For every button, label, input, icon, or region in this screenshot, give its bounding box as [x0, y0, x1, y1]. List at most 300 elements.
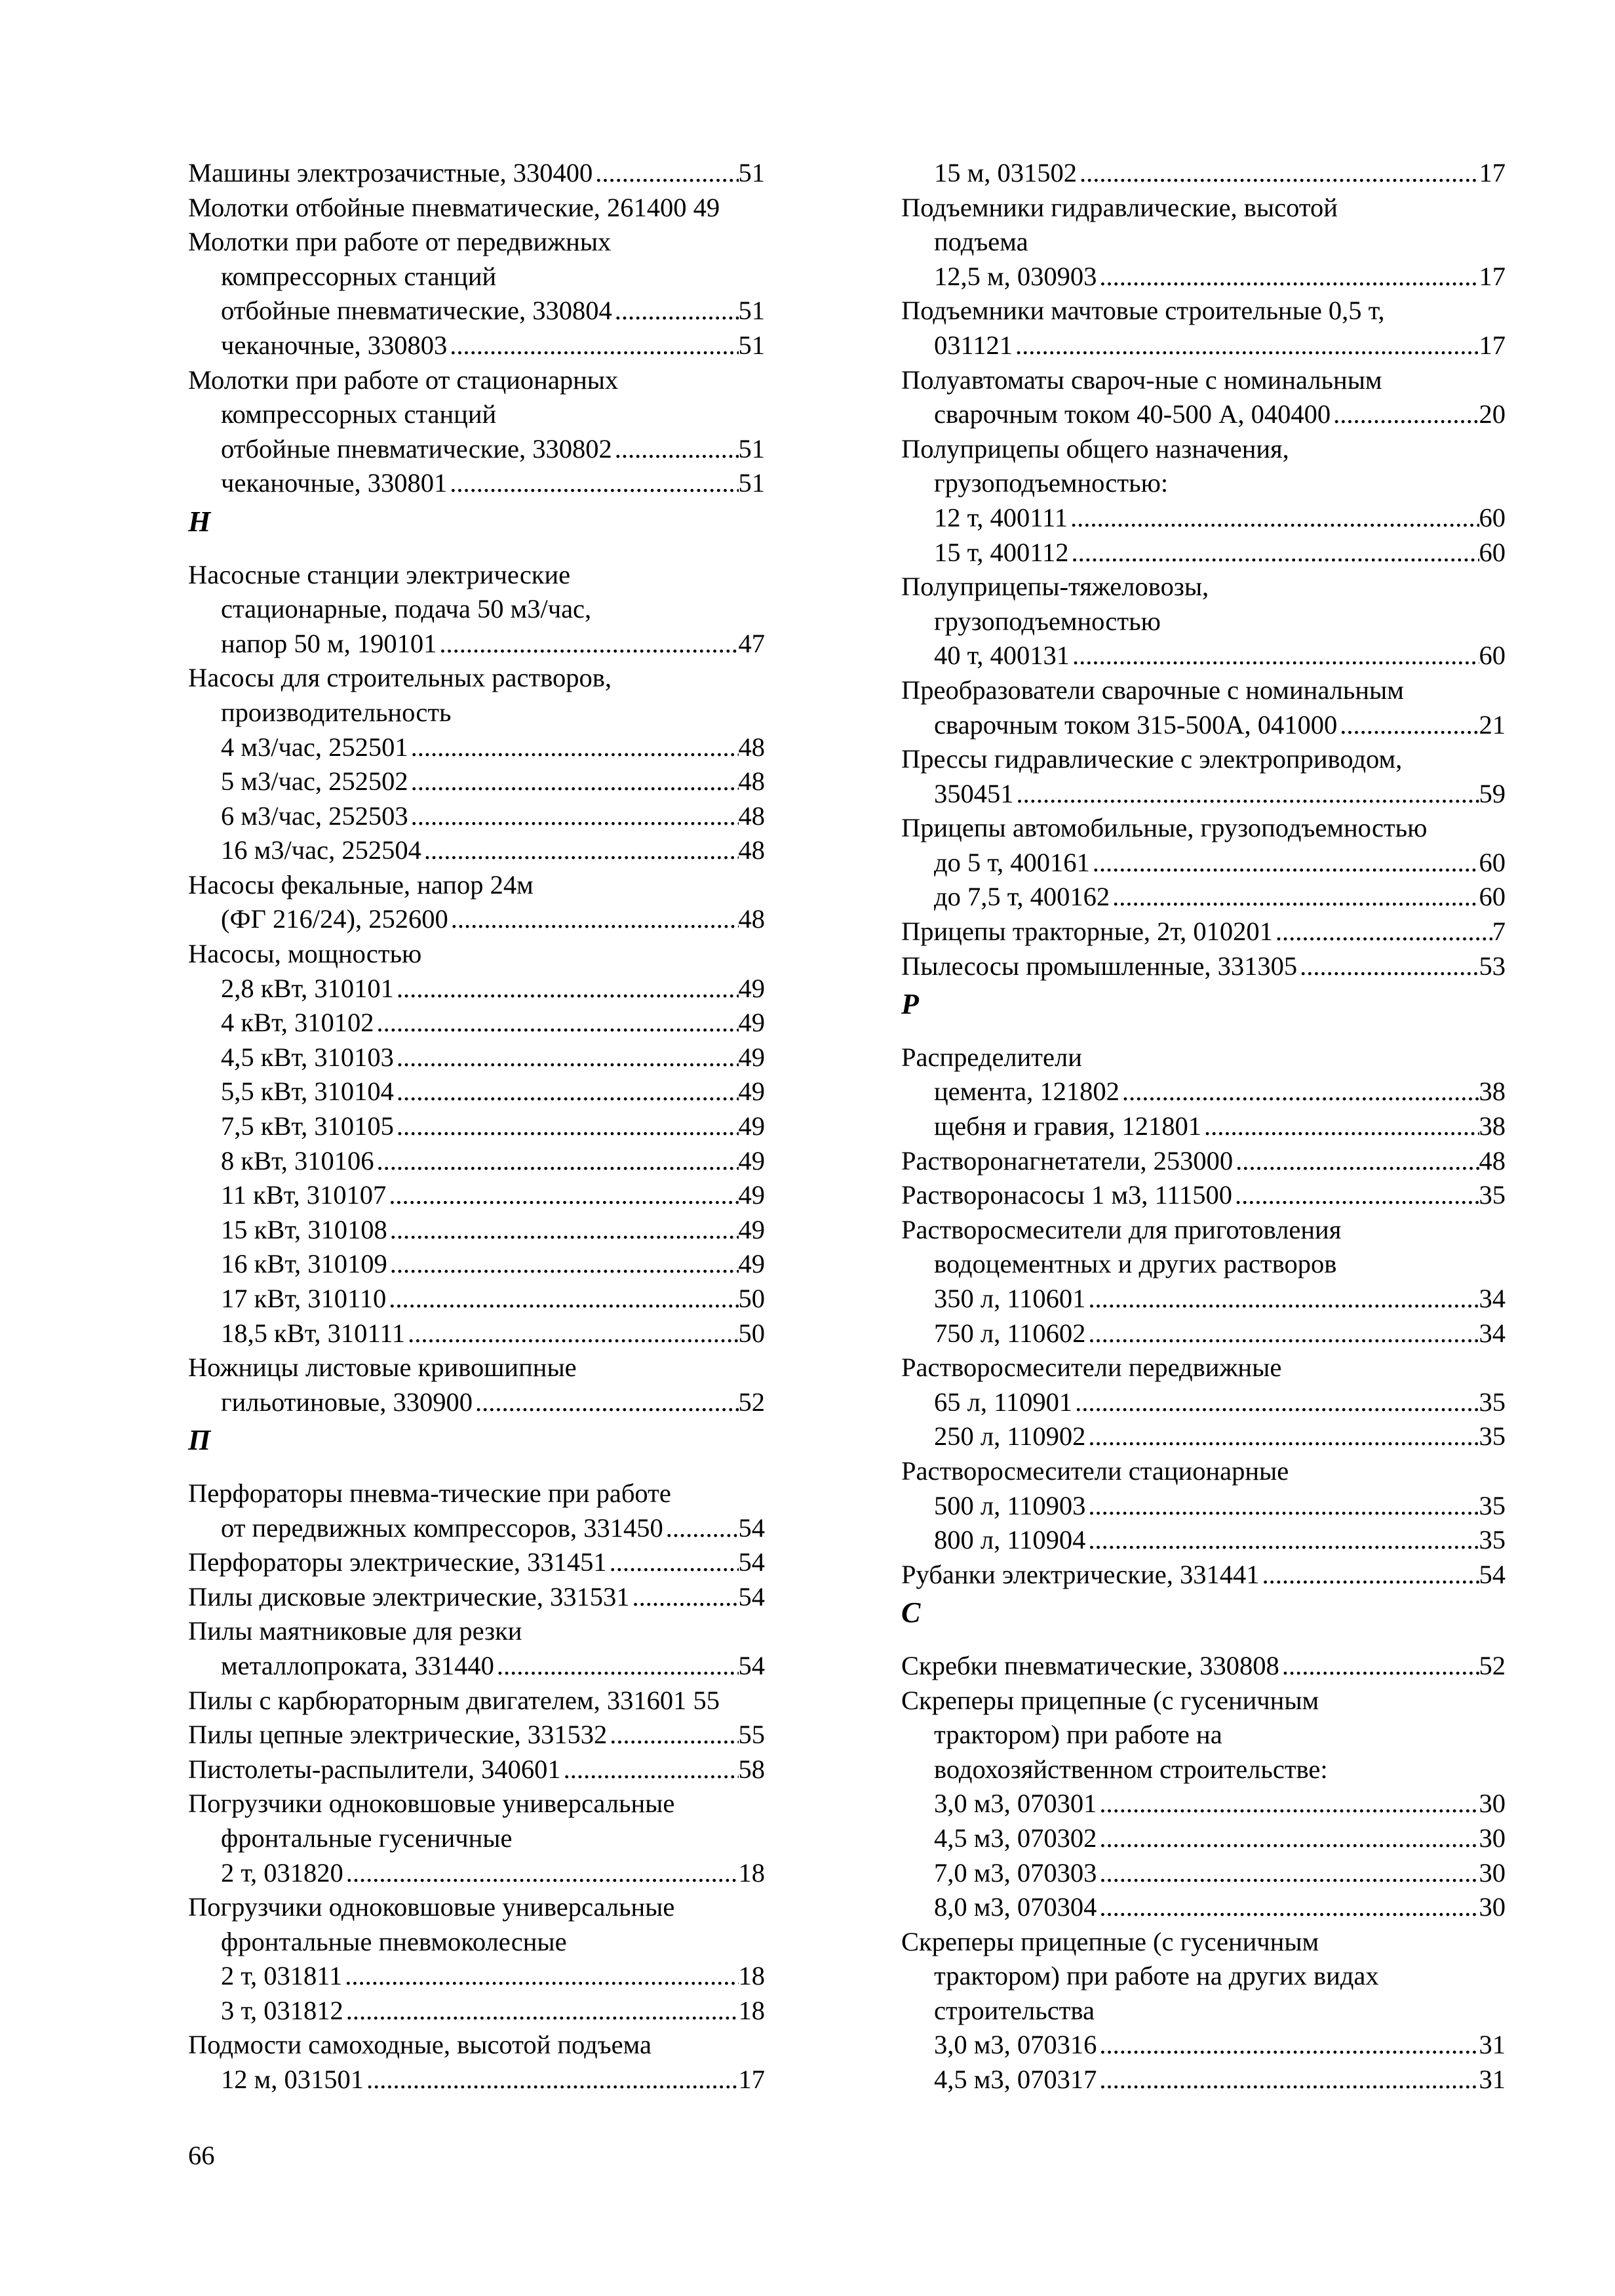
index-entry — [188, 1476, 765, 1511]
index-entry — [901, 397, 1506, 432]
entry-text: 031121 — [934, 330, 1013, 360]
index-entry — [188, 1385, 765, 1420]
index-entry — [188, 1959, 765, 1994]
index-entry — [188, 432, 765, 467]
entry-text: Пистолеты-распылители, 340601 — [188, 1754, 561, 1784]
entry-page: 60 — [1479, 537, 1506, 567]
index-entry — [901, 156, 1506, 191]
dot-leader — [1097, 2028, 1479, 2063]
entry-page: 52 — [738, 1387, 765, 1417]
index-entry — [901, 846, 1506, 881]
index-entry — [188, 1316, 765, 1351]
entry-page: 35 — [1479, 1180, 1506, 1210]
index-entry — [188, 1545, 765, 1580]
index-entry — [188, 902, 765, 937]
entry-text: Распределители — [901, 1042, 1082, 1072]
entry-text: 350451 — [934, 778, 1014, 808]
entry-page: 48 — [738, 835, 765, 865]
entry-text: 4 м3/час, 252501 — [221, 732, 408, 762]
dot-leader — [1085, 1523, 1479, 1558]
entry-text: 7,5 кВт, 310105 — [221, 1111, 394, 1141]
index-entry — [901, 1247, 1506, 1282]
index-entry — [901, 191, 1506, 226]
entry-text: Молотки при работе от стационарных — [188, 365, 619, 395]
dot-leader — [607, 1718, 738, 1752]
entry-text: Насосы, мощностью — [188, 939, 422, 969]
entry-page: 17 — [1479, 261, 1506, 291]
dot-leader — [447, 328, 738, 363]
dot-leader — [374, 1006, 738, 1040]
index-entry — [188, 1821, 765, 1856]
entry-page: 49 — [738, 1180, 765, 1210]
entry-text: стационарные, подача 50 м3/час, — [221, 594, 592, 624]
entry-page: 18 — [738, 1995, 765, 2025]
entry-page: 48 — [738, 732, 765, 762]
index-column-left — [188, 156, 765, 2097]
entry-page: 51 — [738, 433, 765, 464]
dot-leader — [1201, 1109, 1479, 1144]
entry-text: 250 л, 110902 — [934, 1421, 1086, 1452]
index-entry — [188, 1213, 765, 1248]
dot-leader — [387, 1213, 739, 1248]
dot-leader — [1119, 1075, 1479, 1109]
index-entry — [901, 1684, 1506, 1718]
index-entry — [901, 880, 1506, 915]
index-entry — [901, 432, 1506, 467]
entry-page: 21 — [1479, 709, 1506, 740]
entry-text: 17 кВт, 310110 — [221, 1284, 387, 1313]
entry-page: 48 — [738, 904, 765, 934]
index-entry — [188, 1994, 765, 2029]
dot-leader — [593, 156, 738, 191]
entry-text: трактором) при работе на — [934, 1720, 1222, 1750]
dot-leader — [408, 764, 739, 799]
dot-leader — [364, 2063, 738, 2097]
entry-page: 31 — [1479, 2030, 1506, 2060]
dot-leader — [1077, 156, 1479, 191]
index-entry — [188, 972, 765, 1006]
index-entry — [188, 592, 765, 627]
entry-page: 30 — [1479, 1789, 1506, 1819]
index-entry — [901, 708, 1506, 743]
entry-text: подъема — [934, 227, 1028, 257]
entry-text: 500 л, 110903 — [934, 1490, 1086, 1520]
entry-text: Подмости самоходные, высотой подъема — [188, 2030, 652, 2060]
index-entry — [188, 191, 765, 226]
entry-text: Растворосмесители для приготовления — [901, 1214, 1342, 1244]
entry-text: трактором) при работе на других видах — [934, 1961, 1379, 1991]
entry-text: Насосы фекальные, напор 24м — [188, 869, 534, 900]
index-entry — [901, 1856, 1506, 1891]
index-entry — [188, 1614, 765, 1649]
entry-text: Пилы дисковые электрические, 331531 — [188, 1581, 630, 1612]
entry-text: производительность — [221, 697, 452, 727]
entry-page: 54 — [1479, 1559, 1506, 1589]
entry-page: 49 — [738, 1214, 765, 1244]
entry-text: 16 м3/час, 252504 — [221, 835, 421, 865]
dot-leader — [387, 1247, 739, 1282]
entry-text: Преобразователи сварочные с номинальным — [901, 675, 1404, 705]
entry-text: 7,0 м3, 070303 — [934, 1857, 1097, 1888]
entry-text: 6 м3/час, 252503 — [221, 801, 408, 831]
entry-text: 4,5 кВт, 310103 — [221, 1042, 394, 1072]
index-entry — [188, 1351, 765, 1385]
index-entry — [901, 294, 1506, 328]
entry-text: 750 л, 110602 — [934, 1318, 1086, 1348]
entry-page: 30 — [1479, 1892, 1506, 1922]
index-entry — [188, 1511, 765, 1546]
entry-text: щебня и гравия, 121801 — [934, 1111, 1202, 1141]
index-entry — [901, 915, 1506, 949]
index-entry — [188, 466, 765, 501]
dot-leader — [1014, 777, 1479, 812]
index-entry — [188, 156, 765, 191]
dot-leader — [1072, 1385, 1479, 1420]
entry-page: 54 — [738, 1547, 765, 1577]
dot-leader — [612, 294, 739, 328]
entry-text: сварочным током 315-500А, 041000 — [934, 709, 1338, 740]
entry-page: 47 — [738, 628, 765, 658]
entry-text: строительства — [934, 1995, 1095, 2025]
index-entry — [901, 1558, 1506, 1593]
index-entry — [901, 1178, 1506, 1213]
entry-page: 35 — [1479, 1490, 1506, 1520]
entry-text: Прессы гидравлические с электроприводом, — [901, 744, 1403, 774]
dot-leader — [1297, 949, 1479, 984]
index-entry — [901, 1821, 1506, 1856]
entry-text: Скребки пневматические, 330808 — [901, 1650, 1279, 1680]
entry-text: Ножницы листовые кривошипные — [188, 1353, 577, 1383]
dot-leader — [405, 1316, 738, 1351]
entry-page: 35 — [1479, 1387, 1506, 1417]
dot-leader — [1259, 1558, 1479, 1593]
dot-leader — [1097, 1890, 1479, 1925]
dot-leader — [394, 1040, 739, 1075]
index-entry — [188, 1787, 765, 1821]
dot-leader — [374, 1144, 738, 1179]
index-entry — [901, 536, 1506, 570]
index-entry — [901, 1994, 1506, 2029]
entry-text: 4,5 м3, 070317 — [934, 2065, 1097, 2095]
index-entry — [901, 1316, 1506, 1351]
index-entry — [188, 1247, 765, 1282]
dot-leader — [343, 1994, 739, 2029]
entry-page: 54 — [738, 1650, 765, 1680]
index-entry — [901, 1213, 1506, 1248]
entry-text: Растворонагнетатели, 253000 — [901, 1145, 1234, 1176]
dot-leader — [1097, 2063, 1479, 2097]
index-entry — [188, 397, 765, 432]
dot-leader — [437, 627, 738, 662]
entry-text: 2 т, 031811 — [221, 1961, 343, 1991]
entry-text: напор 50 м, 190101 — [221, 628, 437, 658]
entry-text: до 7,5 т, 400162 — [934, 882, 1110, 912]
entry-page: 51 — [738, 330, 765, 360]
index-entry — [901, 949, 1506, 984]
entry-page: 48 — [738, 801, 765, 831]
entry-text: отбойные пневматические, 330804 — [221, 296, 612, 326]
index-entry — [901, 1523, 1506, 1558]
index-entry — [901, 260, 1506, 294]
entry-text: Растворонасосы 1 м3, 111500 — [901, 1180, 1232, 1210]
index-entry — [901, 811, 1506, 846]
entry-text: 15 кВт, 310108 — [221, 1214, 387, 1244]
section-letter: П — [188, 1424, 211, 1457]
entry-page: 60 — [1479, 847, 1506, 877]
entry-page: 54 — [738, 1581, 765, 1612]
entry-text: компрессорных станций — [221, 399, 497, 429]
entry-text: 12,5 м, 030903 — [934, 261, 1097, 291]
entry-text: Насосные станции электрические — [188, 559, 571, 589]
index-entry — [188, 937, 765, 972]
entry-page: 34 — [1479, 1284, 1506, 1313]
entry-text: Рубанки электрические, 331441 — [901, 1559, 1260, 1589]
dot-leader — [630, 1580, 739, 1615]
entry-page: 58 — [738, 1754, 765, 1784]
entry-page: 30 — [1479, 1823, 1506, 1853]
entry-text: Подъемники гидравлические, высотой — [901, 192, 1338, 222]
entry-text: 4,5 м3, 070302 — [934, 1823, 1097, 1853]
entry-text: Растворосмесители стационарные — [901, 1455, 1289, 1486]
entry-text: 4 кВт, 310102 — [221, 1008, 374, 1038]
dot-leader — [1097, 1821, 1479, 1856]
index-entry — [901, 1419, 1506, 1454]
dot-leader — [1085, 1282, 1479, 1316]
entry-text: 18,5 кВт, 310111 — [221, 1318, 406, 1348]
entry-text: 16 кВт, 310109 — [221, 1249, 387, 1279]
entry-text: отбойные пневматические, 330802 — [221, 433, 612, 464]
entry-page: 59 — [1479, 778, 1506, 808]
index-entry — [901, 639, 1506, 673]
index-entry — [188, 661, 765, 696]
entry-text: 350 л, 110601 — [934, 1284, 1086, 1313]
entry-text: Пилы с карбюраторным двигателем, 331601 55 — [188, 1685, 720, 1715]
index-entry — [901, 1282, 1506, 1316]
entry-page: 17 — [738, 2065, 765, 2095]
index-entry — [188, 1718, 765, 1752]
dot-leader — [1068, 501, 1479, 536]
dot-leader — [447, 466, 738, 501]
dot-leader — [1097, 1787, 1479, 1821]
index-entry — [188, 260, 765, 294]
dot-leader — [1085, 1419, 1479, 1454]
index-entry — [901, 1890, 1506, 1925]
dot-leader — [342, 1959, 738, 1994]
entry-page: 55 — [738, 1720, 765, 1750]
index-entry — [901, 1489, 1506, 1524]
section-letter: Н — [188, 505, 211, 538]
entry-page: 60 — [1479, 882, 1506, 912]
index-entry — [188, 363, 765, 398]
index-entry — [188, 294, 765, 328]
entry-page: 48 — [1479, 1145, 1506, 1176]
index-entry — [901, 2063, 1506, 2097]
entry-page: 50 — [738, 1284, 765, 1313]
index-entry — [901, 777, 1506, 812]
dot-leader — [473, 1385, 738, 1420]
dot-leader — [343, 1856, 739, 1891]
entry-text: Скреперы прицепные (с гусеничным — [901, 1685, 1319, 1715]
dot-leader — [1110, 880, 1479, 915]
dot-leader — [612, 432, 739, 467]
entry-page: 60 — [1479, 641, 1506, 671]
dot-leader — [386, 1178, 738, 1213]
index-entry — [188, 1075, 765, 1109]
index-entry — [901, 1718, 1506, 1752]
dot-leader — [1097, 1856, 1479, 1891]
entry-text: Насосы для строительных растворов, — [188, 663, 612, 693]
index-entry — [901, 673, 1506, 708]
index-entry — [188, 1890, 765, 1925]
index-entry — [188, 868, 765, 903]
entry-text: Машины электрозачистные, 330400 — [188, 158, 593, 188]
entry-text: 2 т, 031820 — [221, 1857, 343, 1888]
index-entry — [188, 1109, 765, 1144]
entry-text: 3,0 м3, 070301 — [934, 1789, 1097, 1819]
index-entry — [188, 1752, 765, 1787]
dot-leader — [1013, 328, 1479, 363]
entry-text: 3 т, 031812 — [221, 1995, 343, 2025]
entry-page: 18 — [738, 1857, 765, 1888]
entry-text: Подъемники мачтовые строительные 0,5 т, — [901, 296, 1385, 326]
entry-text: Скреперы прицепные (с гусеничным — [901, 1926, 1319, 1956]
index-entry — [188, 1040, 765, 1075]
entry-text: Полуавтоматы свароч-ные с номинальным — [901, 365, 1382, 395]
entry-page: 20 — [1479, 399, 1506, 429]
entry-page: 18 — [738, 1961, 765, 1991]
index-entry — [188, 1006, 765, 1040]
entry-text: Прицепы тракторные, 2т, 010201 — [901, 917, 1273, 947]
index-entry — [901, 1075, 1506, 1109]
entry-text: 8 кВт, 310106 — [221, 1145, 374, 1176]
index-entry — [901, 1351, 1506, 1385]
index-column-right — [901, 156, 1506, 2097]
entry-text: фронтальные пневмоколесные — [221, 1926, 567, 1956]
entry-text: сварочным током 40-500 А, 040400 — [934, 399, 1331, 429]
entry-text: 5,5 кВт, 310104 — [221, 1077, 394, 1107]
entry-text: 8,0 м3, 070304 — [934, 1892, 1097, 1922]
index-entry — [188, 627, 765, 662]
index-entry — [188, 1580, 765, 1615]
entry-page: 31 — [1479, 2065, 1506, 2095]
entry-text: Перфораторы электрические, 331451 — [188, 1547, 607, 1577]
index-entry — [901, 501, 1506, 536]
entry-text: водохозяйственном строительстве: — [934, 1754, 1328, 1784]
dot-leader — [1085, 1489, 1479, 1524]
index-entry — [901, 742, 1506, 777]
dot-leader — [408, 730, 739, 765]
index-entry — [901, 1787, 1506, 1821]
dot-leader — [448, 902, 739, 937]
dot-leader — [1337, 708, 1479, 743]
index-entry — [188, 1684, 765, 1718]
entry-text: 5 м3/час, 252502 — [221, 766, 408, 797]
index-entry — [901, 1385, 1506, 1420]
entry-text: 40 т, 400131 — [934, 641, 1070, 671]
entry-text: Пилы маятниковые для резки — [188, 1616, 522, 1646]
index-entry — [188, 1282, 765, 1316]
dot-leader — [408, 799, 739, 834]
entry-text: Пылесосы промышленные, 331305 — [901, 951, 1298, 981]
entry-page: 48 — [738, 766, 765, 797]
entry-page: 30 — [1479, 1857, 1506, 1888]
entry-page: 53 — [1479, 951, 1506, 981]
dot-leader — [1069, 536, 1479, 570]
index-entry — [188, 225, 765, 260]
entry-text: Пилы цепные электрические, 331532 — [188, 1720, 608, 1750]
dot-leader — [1273, 915, 1492, 949]
index-entry — [188, 1925, 765, 1960]
entry-text: Прицепы автомобильные, грузоподъемностью — [901, 813, 1428, 843]
index-entry — [901, 328, 1506, 363]
dot-leader — [394, 1109, 739, 1144]
index-entry — [901, 1925, 1506, 1960]
entry-text: до 5 т, 400161 — [934, 847, 1090, 877]
dot-leader — [1232, 1178, 1479, 1213]
index-entry — [901, 2028, 1506, 2063]
dot-leader — [663, 1511, 739, 1546]
entry-text: Молотки отбойные пневматические, 261400 49 — [188, 192, 720, 222]
entry-page: 54 — [738, 1513, 765, 1543]
entry-text: гильотиновые, 330900 — [221, 1387, 473, 1417]
dot-leader — [494, 1649, 739, 1684]
index-entry — [901, 1454, 1506, 1489]
entry-text: водоцементных и других растворов — [934, 1249, 1337, 1279]
entry-page: 34 — [1479, 1318, 1506, 1348]
index-entry — [188, 558, 765, 593]
entry-page: 38 — [1479, 1077, 1506, 1107]
index-entry — [188, 1178, 765, 1213]
entry-page: 51 — [738, 158, 765, 188]
entry-text: 15 м, 031502 — [934, 158, 1078, 188]
entry-page: 49 — [738, 1249, 765, 1279]
index-entry — [901, 363, 1506, 398]
entry-text: 11 кВт, 310107 — [221, 1180, 387, 1210]
entry-page: 50 — [738, 1318, 765, 1348]
entry-page: 49 — [738, 1145, 765, 1176]
entry-text: Перфораторы пневма-тические при работе — [188, 1478, 671, 1508]
entry-text: Погрузчики одноковшовые универсальные — [188, 1892, 675, 1922]
index-entry — [901, 570, 1506, 604]
index-entry — [188, 833, 765, 868]
entry-text: 2,8 кВт, 310101 — [221, 973, 394, 1003]
index-entry — [188, 2028, 765, 2063]
entry-text: металлопроката, 331440 — [221, 1650, 494, 1680]
index-entry — [188, 2063, 765, 2097]
dot-leader — [394, 972, 739, 1006]
entry-text: грузоподъемностью — [934, 606, 1161, 636]
index-entry — [901, 1040, 1506, 1075]
entry-text: Погрузчики одноковшовые универсальные — [188, 1789, 675, 1819]
index-entry — [901, 1752, 1506, 1787]
entry-text: Молотки при работе от передвижных — [188, 227, 612, 257]
entry-text: (ФГ 216/24), 252600 — [221, 904, 448, 934]
entry-page: 49 — [738, 973, 765, 1003]
entry-page: 35 — [1479, 1421, 1506, 1452]
dot-leader — [1070, 639, 1479, 673]
dot-leader — [1233, 1144, 1479, 1179]
index-entry — [901, 225, 1506, 260]
index-entry — [901, 1144, 1506, 1179]
dot-leader — [421, 833, 739, 868]
index-entry — [188, 1144, 765, 1179]
entry-text: Растворосмесители передвижные — [901, 1353, 1282, 1383]
index-entry — [188, 1856, 765, 1891]
index-entry — [901, 1109, 1506, 1144]
entry-page: 52 — [1479, 1650, 1506, 1680]
entry-page: 7 — [1492, 917, 1506, 947]
entry-text: чеканочные, 330801 — [221, 468, 448, 498]
